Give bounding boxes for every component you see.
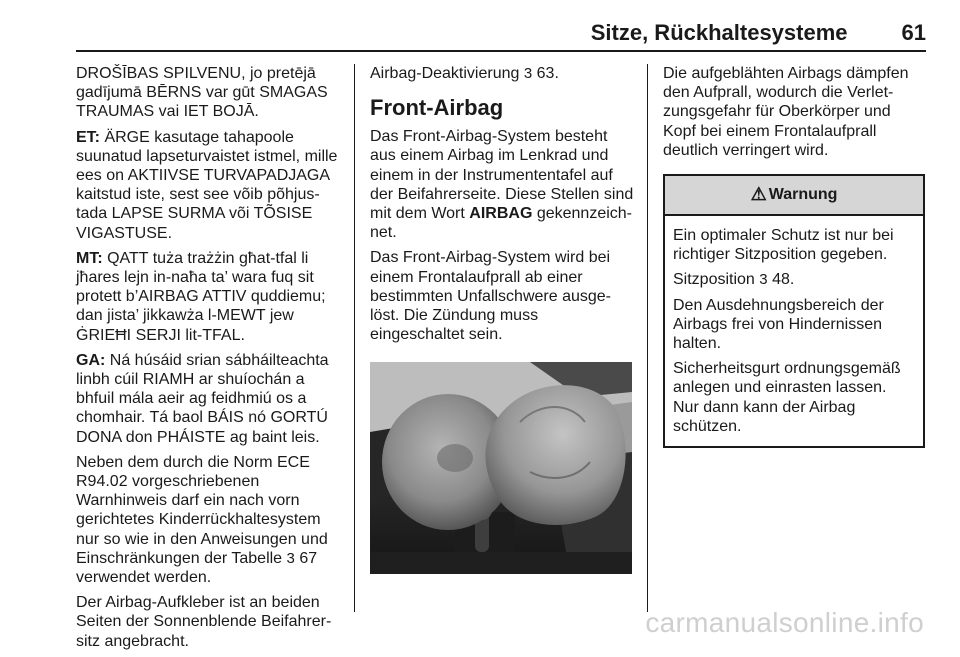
front-airbag-description [370, 127, 634, 242]
airbag-photo [370, 362, 632, 574]
warning-et-text: ÄRGE kasutage tahapoole suunatud lapseturvaistet istmel, mille ees on AKTIIVSE TURVAPADJAGA kaitstud iste, sest see võib põhjus-tada LAPSE SURMA või TÕSISE VIGASTUSE. [76, 128, 338, 242]
column-divider-2 [647, 64, 648, 612]
column-divider-1 [354, 64, 355, 612]
warning-line-1: Ein optimaler Schutz ist nur bei richtiger Sitzposition gegeben. [673, 227, 894, 264]
seat-position-page: 48. [772, 271, 795, 289]
warning-box [663, 174, 925, 448]
deactivation-ref [370, 64, 634, 83]
desc-text-b: gekennzeich-net. [370, 205, 633, 242]
airbag-illustration [370, 362, 632, 574]
deactivation-text: Airbag-Deaktivierung [370, 65, 520, 82]
page-ref-icon: 3 [286, 549, 295, 567]
warning-et [76, 128, 344, 243]
page-number: 61 [901, 20, 926, 45]
warning-mt [76, 249, 344, 345]
lang-label-et: ET: [76, 128, 100, 146]
warning-line-4: Sicherheitsgurt ordnungsgemäß anlegen und einrasten lassen. Nur dann kann der Airbag schützen. [673, 360, 901, 435]
page-ref-icon: 3 [523, 65, 533, 82]
norm-text: Neben dem durch die Norm ECE R94.02 vorgeschriebenen Warnhinweis darf ein nach vorn gerichtetes Kinderrückhaltesystem nur so wie in den Anweisungen und Einschränkungen der Tabelle [76, 453, 328, 567]
column-2 [370, 64, 634, 574]
lang-label-mt: MT: [76, 249, 103, 267]
warning-header [665, 176, 923, 216]
warning-line-2 [673, 270, 915, 289]
sticker-paragraph: Der Airbag-Aufkleber ist an beiden Seiten der Sonnenblende Beifahrer-sitz angebracht. [76, 594, 332, 650]
column-1 [76, 64, 344, 657]
lang-label-ga: GA: [76, 351, 106, 369]
airbag-effect: Die aufgeblähten Airbags dämpfen den Aufprall, wodurch die Verlet-zungsgefahr für Oberkörper und Kopf bei einem Frontalaufprall deutlich verringert wird. [663, 65, 909, 159]
seat-position-text: Sitzposition [673, 271, 755, 289]
table-reference[interactable] [287, 550, 318, 567]
warning-mt-text: QATT tuża trażżin għat-tfal li jħares lejn in-naħa ta’ wara fuq sit protett b’AIRBAG ATTIV quddiemu; dan jista’ jikkawża l-MEWT jew ĠRIEĦI SERJI lit-TFAL. [76, 249, 326, 344]
deactivation-page: 63. [536, 65, 559, 82]
warning-triangle-icon: ⚠ [750, 184, 767, 205]
warning-line-3: Den Ausdehnungsbereich der Airbags frei von Hindernissen halten. [673, 296, 884, 353]
warning-title: Warnung [768, 186, 838, 204]
warning-body [665, 216, 923, 446]
norm-paragraph [76, 453, 344, 587]
norm-text-end: verwendet werden. [76, 569, 212, 587]
page-header [76, 20, 926, 46]
header-rule [76, 50, 926, 52]
table-ref-page: 67 [299, 549, 318, 567]
column-3 [663, 64, 925, 448]
warning-lv-text: DROŠĪBAS SPILVENU, jo pretējā gadījumā BĒRNS var gūt SMAGAS TRAUMAS vai IET BOJĀ. [76, 65, 328, 121]
desc-text-a: Das Front-Airbag-System besteht aus einem Airbag im Lenkrad und einem in der Instrumententafel auf der Beifahrerseite. Diese Stellen sind mit dem Wort [370, 128, 634, 223]
page-ref-icon: 3 [759, 271, 768, 289]
seat-position-link[interactable] [759, 271, 794, 288]
deactivation-link[interactable] [524, 65, 559, 82]
header-title: Sitze, Rückhaltesysteme [590, 20, 848, 45]
warning-ga-text: Ná húsáid srian sábháilteachta linbh cúil RIAMH ar shuíochán a bhfuil mála aeir ag feidhmiú os a chomhair. Tá baol BÁIS nó GORTÚ DONA don PHÁISTE ag baint leis. [76, 351, 329, 446]
warning-ga [76, 351, 344, 447]
front-airbag-trigger: Das Front-Airbag-System wird bei einem Frontalaufprall ab einer bestimmten Unfallschwere ausge-löst. Die Zündung muss eingeschaltet sein. [370, 249, 611, 344]
section-heading: Front-Airbag [370, 95, 504, 121]
watermark: carmanualsonline.info [645, 607, 924, 638]
airbag-word: AIRBAG [469, 205, 533, 223]
